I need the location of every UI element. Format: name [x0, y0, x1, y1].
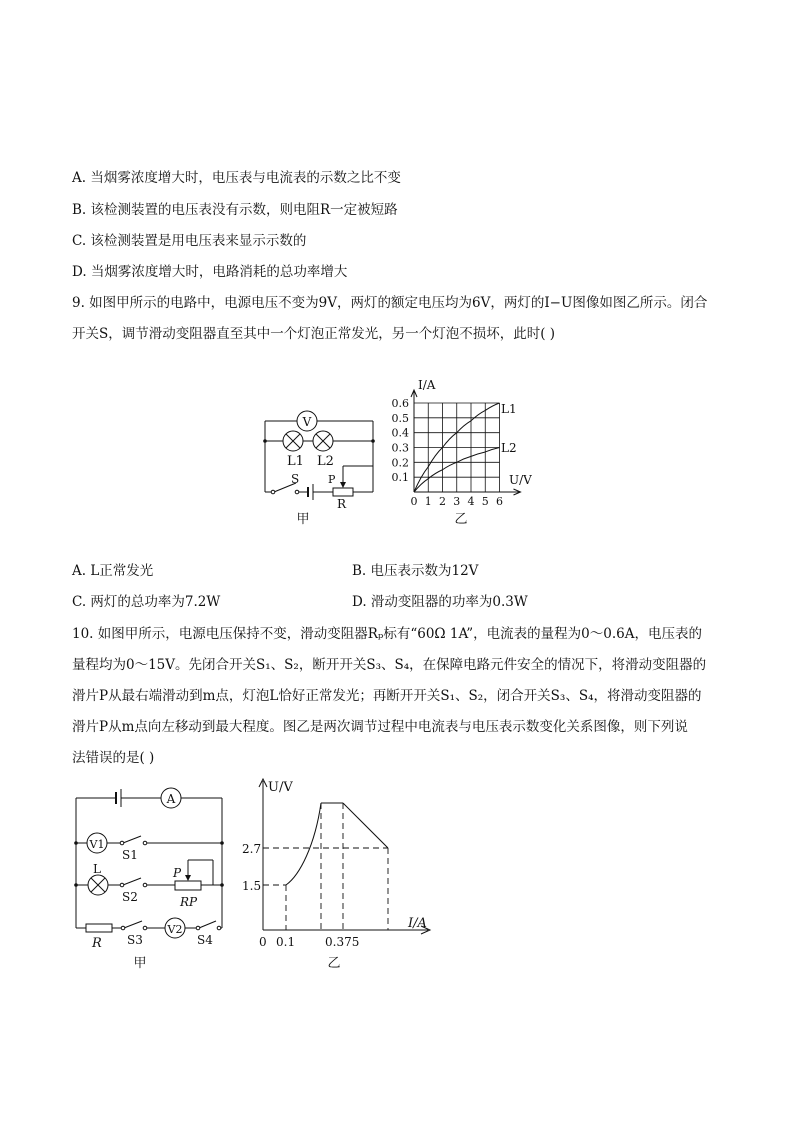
q8-option-b: B. 该检测装置的电压表没有示数，则电阻R一定被短路 — [72, 202, 398, 218]
x-tick-label: 1 — [424, 495, 432, 508]
x-tick-label: 2 — [439, 495, 446, 508]
q10-stem-line4: 滑片P从m点向左移动到最大程度。图乙是两次调节过程中电流表与电压表示数变化关系图像，则下列说 — [72, 719, 688, 735]
v1-label: V1 — [89, 838, 105, 851]
lamp2-label: L2 — [317, 454, 334, 469]
switch-label: S — [291, 472, 300, 486]
origin-label: 0 — [259, 935, 267, 949]
y-tick-2-7: 2.7 — [242, 842, 262, 856]
y-tick-label: 0.6 — [391, 397, 409, 410]
q8-option-a: A. 当烟雾浓度增大时，电压表与电流表的示数之比不变 — [72, 170, 401, 186]
y-tick-label: 0.3 — [391, 441, 409, 455]
resistor-r-label: R — [92, 936, 102, 951]
lamp-l-label: L — [93, 862, 101, 876]
x-axis-label-ia: I/A — [408, 916, 427, 931]
x-tick-0-1: 0.1 — [276, 935, 296, 949]
voltmeter-label: V — [302, 415, 312, 429]
x-tick-label: 4 — [467, 495, 475, 508]
q10-stem-line3: 滑片P从最右端滑动到m点，灯泡L恰好正常发光；再断开开关S₁、S₂，闭合开关S₃、S₄，将滑动变阻器的 — [72, 688, 702, 704]
x-tick-label: 5 — [481, 495, 489, 508]
x-axis-label: U/V — [509, 473, 532, 487]
ammeter-label: A — [166, 792, 176, 806]
q10-stem-line5: 法错误的是( ) — [72, 750, 155, 766]
curve-lamp — [286, 803, 321, 885]
q10-stem-line1: 10. 如图甲所示，电源电压保持不变，滑动变阻器Rₚ标有“60Ω 1A”，电流表的量程为0～0.6A，电压表的 — [72, 626, 702, 642]
q9-option-b: B. 电压表示数为12V — [352, 563, 479, 579]
y-tick-label: 0.4 — [391, 426, 409, 440]
curve-l2 — [414, 448, 500, 493]
y-tick-1-5: 1.5 — [242, 879, 262, 893]
slider-p-label: P — [173, 866, 182, 880]
y-axis-label-uv: U/V — [268, 780, 293, 795]
q8-option-c: C. 该检测装置是用电压表来显示示数的 — [72, 233, 307, 249]
figure-caption-yi: 乙 — [454, 512, 468, 527]
curve-l2-label: L2 — [501, 441, 517, 455]
s2-label: S2 — [122, 890, 138, 904]
lamp1-label: L1 — [287, 454, 304, 469]
y-tick-label: 0.1 — [391, 471, 409, 485]
s3-label: S3 — [127, 933, 143, 947]
y-axis-label: I/A — [418, 378, 436, 392]
x-tick-label: 6 — [496, 495, 503, 508]
q9-stem-line2: 开关S，调节滑动变阻器直至其中一个灯泡正常发光，另一个灯泡不损坏，此时( ) — [72, 326, 556, 342]
curve-l1 — [414, 403, 500, 492]
x-tick-0-375: 0.375 — [325, 935, 360, 949]
curve-resistor — [343, 803, 388, 848]
q10-stem-line2: 量程均为0～15V。先闭合开关S₁、S₂，断开开关S₃、S₄，在保障电路元件安全的情况下，将滑动变阻器的 — [72, 657, 707, 673]
slider-label: P — [328, 473, 336, 486]
q9-option-c: C. 两灯的总功率为7.2W — [72, 594, 221, 610]
q8-option-d: D. 当烟雾浓度增大时，电路消耗的总功率增大 — [72, 264, 348, 280]
v2-label: V2 — [167, 923, 183, 936]
rheostat-label: R — [337, 497, 347, 511]
figure-caption-yi-2: 乙 — [327, 956, 341, 971]
rheostat-rp-label: RP — [180, 895, 198, 909]
s4-label: S4 — [197, 933, 213, 947]
y-tick-label: 0.2 — [391, 456, 409, 470]
x-tick-label: 0 — [410, 495, 418, 508]
figure-caption-jia: 甲 — [296, 512, 310, 527]
q9-stem-line1: 9. 如图甲所示的电路中，电源电压不变为9V，两灯的额定电压均为6V，两灯的I−U图像如图乙所示。闭合 — [72, 295, 708, 311]
s1-label: S1 — [122, 848, 138, 862]
q9-option-a: A. L正常发光 — [72, 563, 154, 579]
x-axis-arrow — [514, 489, 521, 495]
y-tick-label: 0.5 — [391, 411, 409, 425]
figure-caption-jia-2: 甲 — [133, 956, 147, 971]
curve-l1-label: L1 — [501, 402, 517, 416]
q9-option-d: D. 滑动变阻器的功率为0.3W — [352, 594, 528, 610]
y-axis-arrow — [411, 390, 417, 397]
x-tick-label: 3 — [453, 495, 461, 508]
